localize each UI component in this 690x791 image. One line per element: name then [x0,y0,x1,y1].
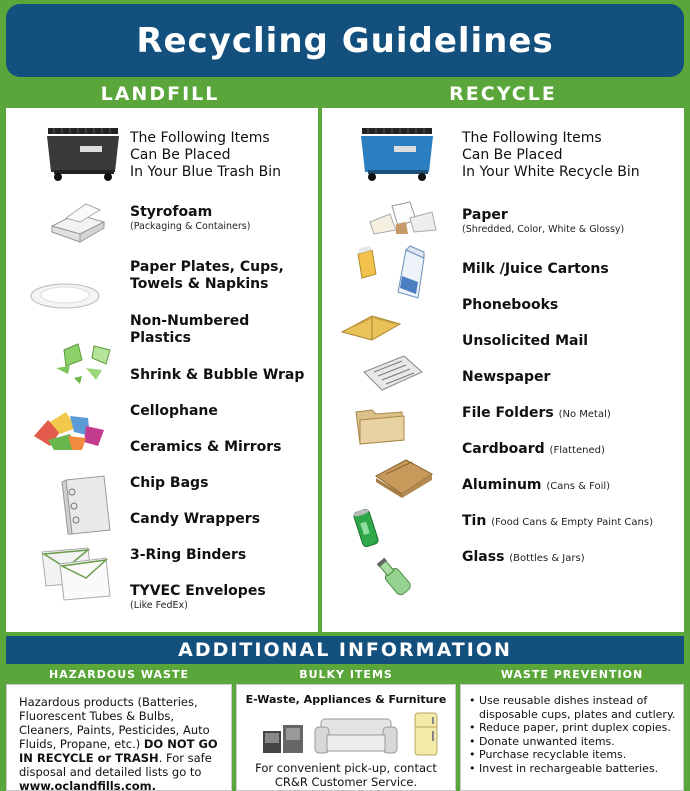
cardboard-icon [372,454,436,500]
item-name: Styrofoam [130,204,213,220]
item-name: Tin [462,513,487,529]
landfill-intro [130,130,281,181]
hazardous-text-part: . For safe disposal and detailed lists go to [19,751,212,779]
item-name: Phonebooks [462,297,559,313]
item-sub: (Packaging & Containers) [130,221,251,232]
item-name: Milk /Juice Cartons [462,261,609,277]
recycle-dumpster-icon [358,124,436,184]
recycle-item [462,297,558,314]
recycle-item [462,333,588,350]
item-name: Plastics [130,330,191,346]
item-note: (Flattened) [549,445,605,456]
item-name: Towels & Napkins [130,276,269,292]
styrofoam-container-icon [46,200,108,248]
landfill-item [130,259,284,293]
page-title: Recycling Guidelines [136,20,554,61]
list-item: • Purchase recyclable items. [469,748,679,762]
recycle-item [462,513,653,531]
recycle-item [462,477,610,495]
item-name: File Folders [462,405,554,421]
file-folder-icon [352,406,408,446]
recycle-item [462,549,585,567]
phonebook-icon [338,306,404,342]
item-sub: (Like FedEx) [130,600,188,611]
additional-info-heading: ADDITIONAL INFORMATION [6,636,684,664]
landfill-heading: LANDFILL [100,83,220,105]
carton-icon [352,244,432,302]
item-name: Non-Numbered [130,313,250,329]
list-item: • Invest in rechargeable batteries. [469,762,679,776]
item-name: Cellophane [130,403,218,419]
landfill-intro-line: Can Be Placed [130,147,231,163]
recycle-item [462,369,550,386]
landfill-item [130,313,249,347]
landfill-item [130,439,282,456]
recycle-heading: RECYCLE [449,83,557,105]
item-name: Paper Plates, Cups, [130,259,284,275]
aluminum-can-icon [348,506,384,550]
landfill-intro-line: The Following Items [130,130,270,146]
item-name: Chip Bags [130,475,209,491]
item-name: Aluminum [462,477,542,493]
recycle-intro-line: The Following Items [462,130,602,146]
landfill-item [130,475,208,492]
item-name: Unsolicited Mail [462,333,589,349]
bulky-text: For convenient pick-up, contact CR&R Customer Service. [255,761,437,789]
recycle-intro-line: Can Be Placed [462,147,563,163]
title-banner [6,4,684,77]
trash-dumpster-icon [44,124,122,184]
item-note: (Cans & Foil) [546,481,611,492]
item-name: TYVEC Envelopes [130,583,266,599]
list-item: • Use reusable dishes instead of disposable cups, plates and cutlery. [469,694,679,721]
bulky-box [236,684,456,791]
prevention-heading: WASTE PREVENTION [460,666,684,683]
landfill-item [130,511,260,528]
landfill-item [130,403,218,420]
recycle-panel [322,108,684,632]
item-name: Shrink & Bubble Wrap [130,367,305,383]
electronics-icon [261,723,305,757]
recycle-item [462,441,605,459]
tyvek-envelope-icon [40,544,112,602]
item-name: Glass [462,549,505,565]
paper-plate-icon [28,280,102,312]
prevention-box [460,684,684,791]
cellophane-pile-icon [30,406,108,452]
recycle-item [462,207,624,236]
item-name: Ceramics & Mirrors [130,439,282,455]
landfill-item [130,204,250,233]
item-name: Paper [462,207,508,223]
recycle-item [462,405,611,423]
hazardous-text-end: . [151,779,157,791]
item-name: 3-Ring Binders [130,547,247,563]
item-name: Candy Wrappers [130,511,261,527]
landfill-item [130,367,304,384]
hazardous-text [19,695,223,791]
item-name: Cardboard [462,441,545,457]
item-name: Newspaper [462,369,551,385]
bulky-subtitle: E-Waste, Appliances & Furniture [245,693,447,706]
landfill-panel [6,108,318,632]
recycle-intro-line: In Your White Recycle Bin [462,164,640,180]
item-note: (No Metal) [558,409,611,420]
landfill-item [130,583,266,612]
hazardous-warning: DO NOT GO IN RECYCLE or TRASH [19,737,218,765]
item-note: (Bottles & Jars) [509,553,585,564]
sofa-icon [313,715,399,757]
list-item: • Donate unwanted items. [469,735,679,749]
hazardous-box [6,684,232,791]
recycle-item [462,261,609,278]
item-note: (Food Cans & Empty Paint Cans) [491,517,653,528]
item-sub: (Shredded, Color, White & Glossy) [462,224,625,235]
recycle-intro [462,130,640,181]
hazardous-text-part: Hazardous products (Batteries, Fluorescent Tubes & Bulbs, Cleaners, Paints, Pesticides, Auto Fluids, Propane, etc.) [19,695,210,751]
landfill-item [130,547,246,564]
oclandfills-link[interactable]: www.oclandfills.com [19,779,152,791]
crumpled-paper-icon [366,200,440,236]
plastic-shards-icon [46,340,120,388]
glass-bottle-icon [372,554,416,600]
list-item: • Reduce paper, print duplex copies. [469,721,679,735]
landfill-intro-line: In Your Blue Trash Bin [130,164,282,180]
ring-binder-icon [58,474,114,536]
newspaper-icon [360,352,426,396]
prevention-list [469,694,679,775]
bulky-heading: BULKY ITEMS [236,666,456,683]
hazardous-heading: HAZARDOUS WASTE [6,666,232,683]
refrigerator-icon [413,711,439,757]
